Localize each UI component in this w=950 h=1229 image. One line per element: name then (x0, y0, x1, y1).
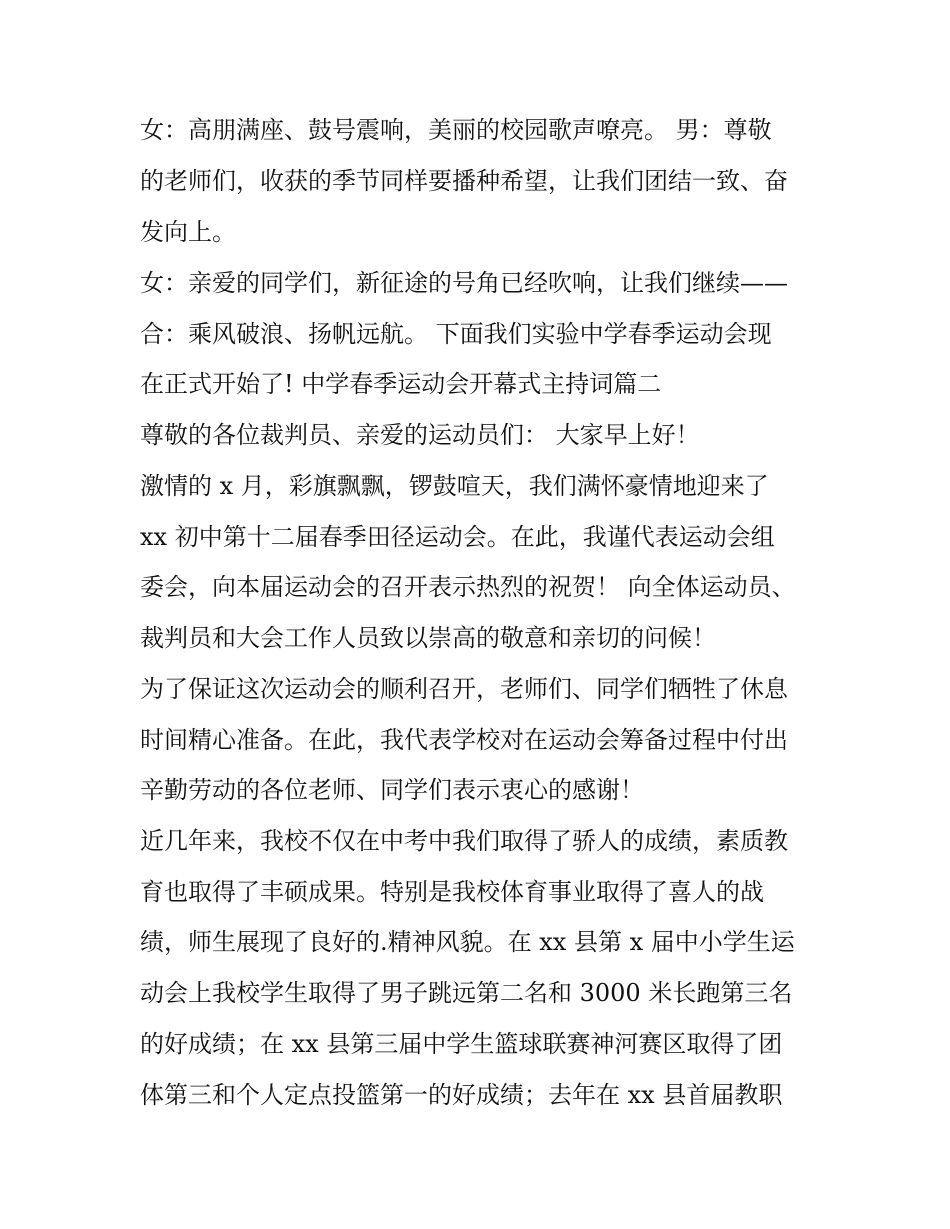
text-line: xx 初中第十二届春季田径运动会。在此，我谨代表运动会组 (140, 523, 775, 551)
text-line: 动会上我校学生取得了男子跳远第二名和 3000 米长跑第三名 (140, 979, 793, 1007)
text-line: 激情的 x 月，彩旗飘飘，锣鼓喧天，我们满怀豪情地迎来了 (140, 472, 769, 500)
text-line: 体第三和个人定点投篮第一的好成绩；去年在 xx 县首届教职 (140, 1081, 783, 1109)
text-line: 尊敬的各位裁判员、亲爱的运动员们： 大家早上好！ (140, 421, 700, 449)
text-line: 女：亲爱的同学们，新征途的号角已经吹响，让我们继续—— (140, 269, 788, 297)
text-line: 育也取得了丰硕成果。特别是我校体育事业取得了喜人的战 (140, 878, 764, 906)
text-line: 为了保证这次运动会的顺利召开，老师们、同学们牺牲了休息 (140, 675, 788, 703)
text-line: 的好成绩；在 xx 县第三届中学生篮球联赛神河赛区取得了团 (140, 1030, 783, 1058)
text-line: 近几年来，我校不仅在中考中我们取得了骄人的成绩，素质教 (140, 827, 788, 855)
text-line: 绩，师生展现了良好的.精神风貌。在 xx 县第 x 届中小学生运 (140, 928, 795, 956)
text-line: 辛勤劳动的各位老师、同学们表示衷心的感谢！ (140, 776, 644, 804)
text-line: 委会，向本届运动会的召开表示热烈的祝贺！ 向全体运动员、 (140, 573, 796, 601)
text-line: 在正式开始了! 中学春季运动会开幕式主持词篇二 (140, 370, 662, 398)
text-line: 的老师们，收获的季节同样要播种希望，让我们团结一致、奋 (140, 167, 788, 195)
text-line: 时间精心准备。在此，我代表学校对在运动会筹备过程中付出 (140, 726, 788, 754)
text-line: 女：高朋满座、鼓号震响，美丽的校园歌声嘹亮。 男：尊敬 (140, 116, 772, 144)
text-line: 裁判员和大会工作人员致以崇高的敬意和亲切的问候！ (140, 624, 716, 652)
text-line: 合：乘风破浪、扬帆远航。 下面我们实验中学春季运动会现 (140, 320, 772, 348)
text-line: 发向上。 (140, 218, 236, 246)
